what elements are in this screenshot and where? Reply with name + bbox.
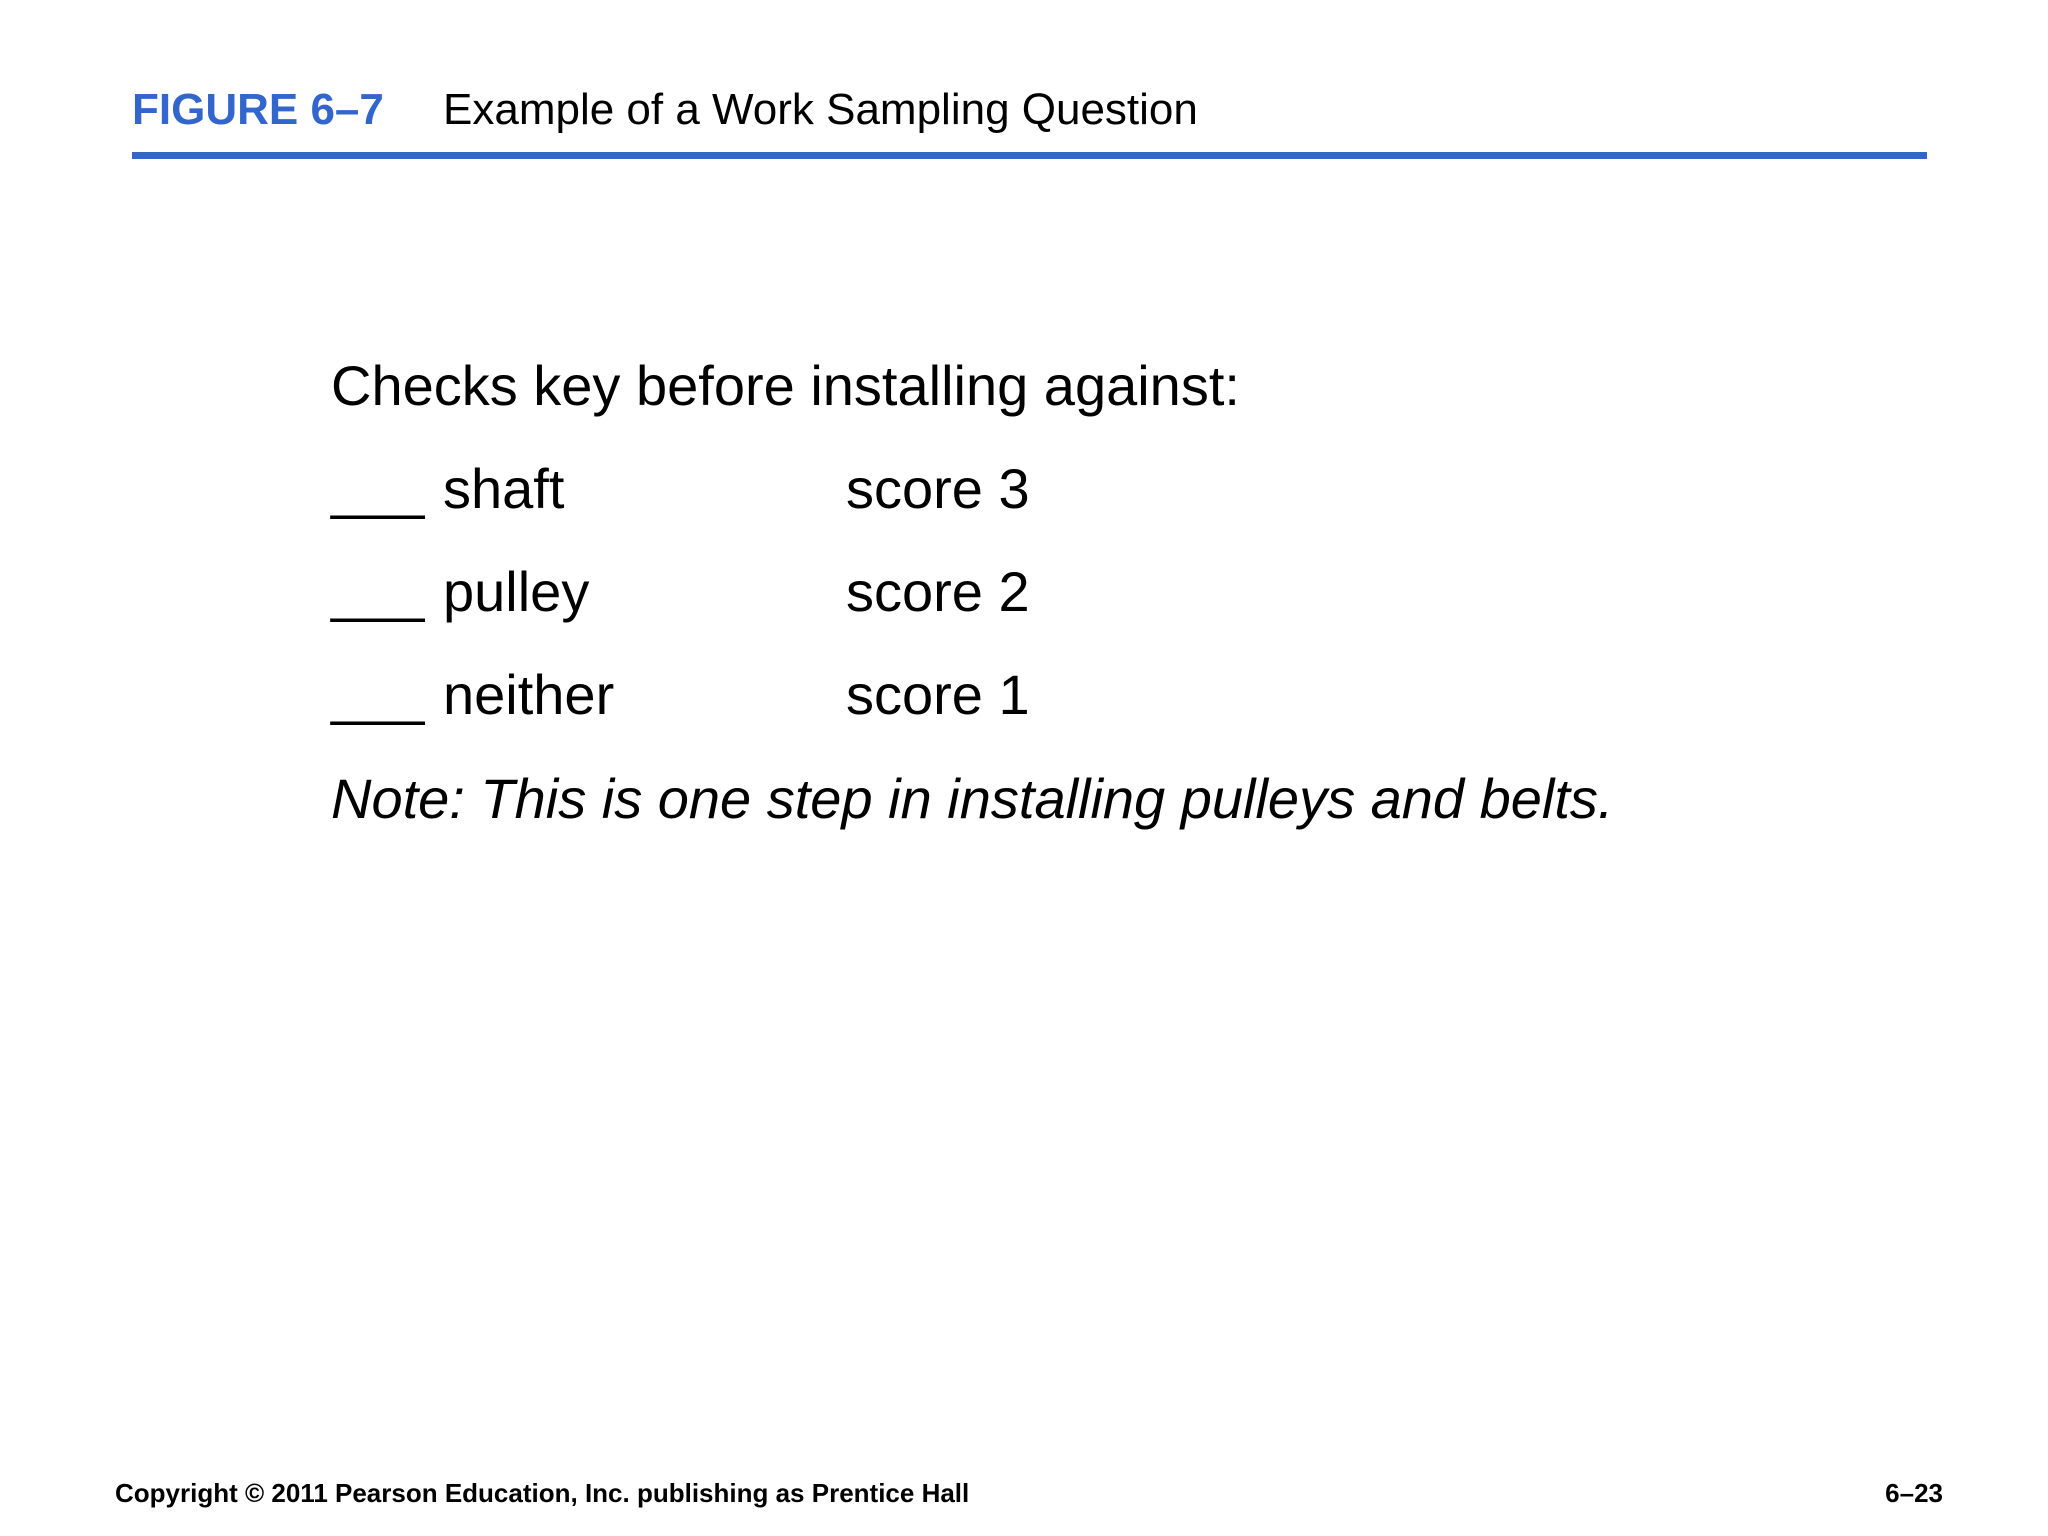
answer-blank[interactable]: ___ — [331, 560, 425, 623]
page-number: 6–23 — [1885, 1478, 1943, 1508]
question-note: Note: This is one step in installing pulleys and belts. — [331, 767, 1614, 830]
answer-blank[interactable]: ___ — [331, 663, 425, 726]
option-row-pulley — [331, 525, 1831, 628]
option-row-shaft — [331, 422, 1831, 525]
option-score: score 1 — [846, 663, 1030, 726]
slide-header — [132, 80, 1927, 160]
option-score: score 2 — [846, 560, 1030, 623]
work-sampling-question — [331, 350, 1831, 731]
figure-title: Example of a Work Sampling Question — [443, 85, 1198, 134]
option-row-neither — [331, 628, 1831, 731]
option-label: shaft — [443, 457, 565, 520]
footer-copyright: Copyright © 2011 Pearson Education, Inc. publishing as Prentice Hall — [115, 1478, 970, 1508]
option-score: score 3 — [846, 457, 1030, 520]
option-label: neither — [443, 663, 615, 726]
figure-label: FIGURE 6–7 — [132, 85, 384, 134]
answer-blank[interactable]: ___ — [331, 457, 425, 520]
header-divider — [132, 152, 1927, 159]
option-label: pulley — [443, 560, 590, 623]
question-prompt: Checks key before installing against: — [331, 354, 1240, 417]
